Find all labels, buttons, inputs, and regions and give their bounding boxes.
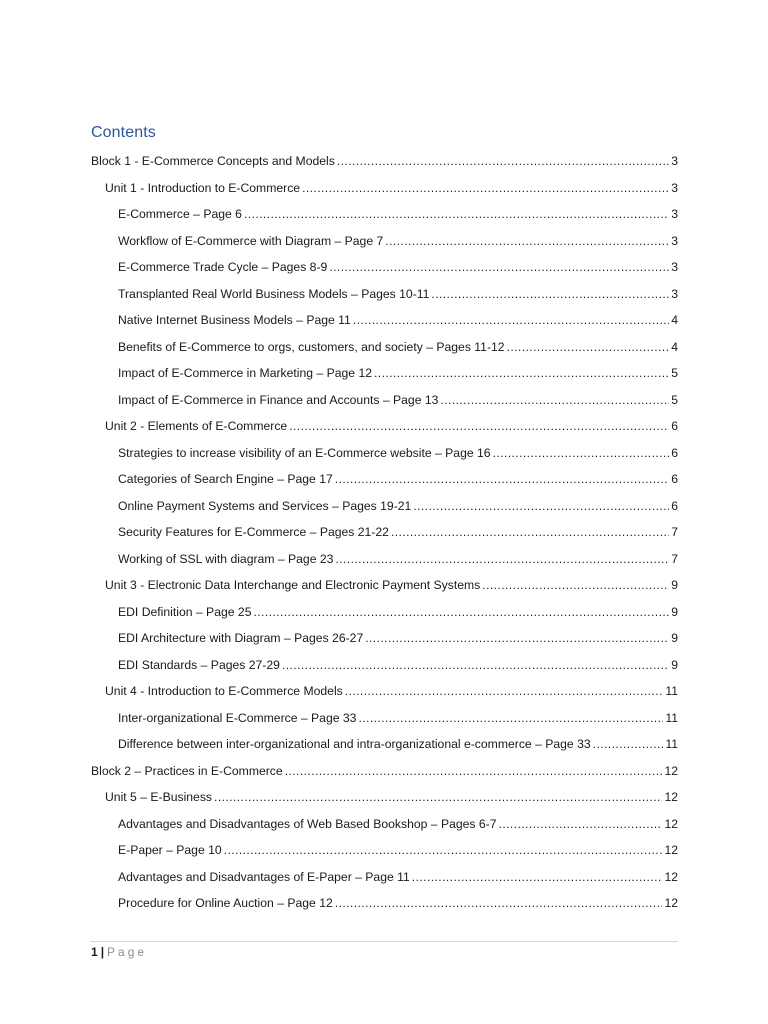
toc-dot-leader [302, 180, 669, 196]
footer-divider [90, 941, 678, 942]
toc-entry-page-number: 12 [664, 896, 678, 910]
toc-entry-label: Block 2 – Practices in E-Commerce [91, 763, 283, 778]
toc-entry-label: Categories of Search Engine – Page 17 [118, 472, 333, 486]
toc-dot-leader [329, 259, 669, 275]
toc-dot-leader [285, 763, 663, 779]
toc-topic-entry[interactable] [118, 651, 678, 673]
toc-dot-leader [499, 816, 663, 832]
toc-topic-entry[interactable] [118, 545, 678, 567]
toc-topic-entry[interactable] [118, 730, 678, 752]
toc-dot-leader [385, 233, 669, 249]
toc-entry-page-number: 12 [664, 790, 678, 804]
toc-topic-entry[interactable] [118, 227, 678, 249]
toc-dot-leader [335, 551, 669, 567]
toc-entry-page-number: 9 [671, 578, 678, 592]
toc-topic-entry[interactable] [118, 359, 678, 381]
toc-entry-label: E-Commerce Trade Cycle – Pages 8-9 [118, 260, 328, 274]
toc-entry-page-number: 7 [671, 551, 678, 566]
toc-dot-leader [493, 445, 670, 461]
toc-entry-page-number: 11 [665, 684, 678, 698]
toc-entry-page-number: 9 [671, 657, 678, 672]
toc-entry-page-number: 3 [671, 154, 678, 168]
toc-entry-label: Benefits of E-Commerce to orgs, customers, and society – Pages 11-12 [118, 339, 505, 354]
toc-topic-entry[interactable] [118, 889, 678, 911]
toc-topic-entry[interactable] [118, 598, 678, 620]
toc-entry-label: E-Commerce – Page 6 [118, 207, 242, 221]
toc-dot-leader [337, 153, 669, 169]
toc-dot-leader [282, 657, 669, 673]
toc-dot-leader [214, 789, 662, 805]
toc-unit-entry[interactable] [105, 783, 678, 805]
toc-entry-page-number: 9 [671, 604, 678, 619]
toc-topic-entry[interactable] [118, 333, 678, 355]
toc-entry-page-number: 6 [671, 472, 678, 486]
toc-entry-page-number: 12 [664, 816, 678, 831]
toc-topic-entry[interactable] [118, 306, 678, 328]
toc-dot-leader [358, 710, 663, 726]
toc-entry-page-number: 5 [671, 392, 678, 407]
toc-dot-leader [440, 392, 669, 408]
toc-entry-page-number: 3 [671, 286, 678, 301]
toc-entry-page-number: 3 [671, 233, 678, 248]
toc-entry-label: Procedure for Online Auction – Page 12 [118, 896, 333, 910]
toc-dot-leader [593, 736, 664, 752]
toc-dot-leader [224, 842, 663, 858]
toc-entry-label: Unit 5 – E-Business [105, 790, 213, 804]
toc-entry-page-number: 6 [671, 445, 678, 460]
toc-dot-leader [413, 498, 669, 514]
toc-entry-label: Native Internet Business Models – Page 11 [118, 313, 351, 327]
toc-entry-label: Transplanted Real World Business Models – Pages 10-11 [118, 286, 430, 301]
toc-entry-label: E-Paper – Page 10 [118, 843, 222, 857]
toc-topic-entry[interactable] [118, 704, 678, 726]
toc-block-entry[interactable] [91, 757, 678, 779]
toc-entry-label: EDI Architecture with Diagram – Pages 26-27 [118, 631, 364, 645]
toc-entry-label: EDI Definition – Page 25 [118, 604, 252, 619]
toc-dot-leader [365, 630, 669, 646]
toc-topic-entry[interactable] [118, 624, 678, 646]
toc-dot-leader [412, 869, 663, 885]
toc-unit-entry[interactable] [105, 174, 678, 196]
toc-topic-entry[interactable] [118, 465, 678, 487]
toc-entry-page-number: 11 [665, 737, 678, 751]
toc-entry-page-number: 9 [671, 631, 678, 645]
toc-dot-leader [431, 286, 669, 302]
toc-entry-label: Security Features for E-Commerce – Pages 21-22 [118, 525, 389, 539]
toc-unit-entry[interactable] [105, 571, 678, 593]
toc-entry-label: Impact of E-Commerce in Marketing – Page 12 [118, 366, 373, 380]
toc-entry-page-number: 7 [671, 525, 678, 539]
toc-entry-page-number: 4 [671, 313, 678, 327]
toc-topic-entry[interactable] [118, 280, 678, 302]
toc-dot-leader [253, 604, 669, 620]
toc-dot-leader [482, 577, 669, 593]
toc-entry-label: Online Payment Systems and Services – Pages 19-21 [118, 498, 412, 513]
toc-dot-leader [244, 206, 669, 222]
toc-entry-label: Unit 1 - Introduction to E-Commerce [105, 180, 301, 195]
toc-entry-label: Strategies to increase visibility of an E-Commerce website – Page 16 [118, 445, 491, 460]
toc-dot-leader [335, 895, 663, 911]
toc-entry-label: Advantages and Disadvantages of E-Paper – Page 11 [118, 869, 410, 884]
toc-entry-label: Block 1 - E-Commerce Concepts and Models [91, 154, 335, 168]
toc-dot-leader [289, 418, 669, 434]
toc-dot-leader [391, 524, 669, 540]
toc-topic-entry[interactable] [118, 810, 678, 832]
toc-entry-page-number: 3 [671, 180, 678, 195]
footer-page-number: 1 [91, 945, 98, 959]
toc-unit-entry[interactable] [105, 677, 678, 699]
toc-entry-label: Workflow of E-Commerce with Diagram – Page 7 [118, 233, 384, 248]
toc-entry-label: Unit 3 - Electronic Data Interchange and Electronic Payment Systems [105, 578, 481, 592]
toc-topic-entry[interactable] [118, 200, 678, 222]
toc-entry-page-number: 12 [664, 763, 678, 778]
toc-topic-entry[interactable] [118, 836, 678, 858]
toc-topic-entry[interactable] [118, 253, 678, 275]
contents-heading: Contents [91, 124, 156, 141]
toc-entry-label: Working of SSL with diagram – Page 23 [118, 551, 334, 566]
toc-entry-page-number: 6 [671, 498, 678, 513]
toc-entry-page-number: 12 [664, 843, 678, 857]
toc-block-entry[interactable] [91, 147, 678, 169]
toc-topic-entry[interactable] [118, 863, 678, 885]
toc-entry-page-number: 3 [671, 207, 678, 221]
toc-dot-leader [335, 471, 669, 487]
toc-entry-page-number: 5 [671, 366, 678, 380]
toc-entry-page-number: 3 [671, 260, 678, 274]
toc-entry-page-number: 6 [671, 419, 678, 433]
toc-dot-leader [353, 312, 669, 328]
toc-topic-entry[interactable] [118, 518, 678, 540]
toc-entry-label: EDI Standards – Pages 27-29 [118, 657, 280, 672]
toc-unit-entry[interactable] [105, 412, 678, 434]
toc-entry-label: Inter-organizational E-Commerce – Page 33 [118, 710, 357, 725]
footer-separator: | [100, 945, 105, 959]
toc-dot-leader [507, 339, 670, 355]
footer-page-label: Page [107, 945, 148, 959]
toc-entry-label: Difference between inter-organizational and intra-organizational e-commerce – Page 33 [118, 737, 591, 751]
page-footer [91, 944, 147, 960]
toc-entry-label: Unit 4 - Introduction to E-Commerce Models [105, 684, 343, 698]
toc-topic-entry[interactable] [118, 439, 678, 461]
toc-topic-entry[interactable] [118, 386, 678, 408]
toc-entry-page-number: 11 [665, 710, 678, 725]
toc-entry-label: Unit 2 - Elements of E-Commerce [105, 419, 288, 433]
toc-entry-label: Impact of E-Commerce in Finance and Accounts – Page 13 [118, 392, 439, 407]
toc-entry-page-number: 4 [671, 339, 678, 354]
toc-entry-label: Advantages and Disadvantages of Web Based Bookshop – Pages 6-7 [118, 816, 497, 831]
toc-dot-leader [374, 365, 669, 381]
toc-topic-entry[interactable] [118, 492, 678, 514]
toc-entry-page-number: 12 [664, 869, 678, 884]
toc-dot-leader [345, 683, 664, 699]
